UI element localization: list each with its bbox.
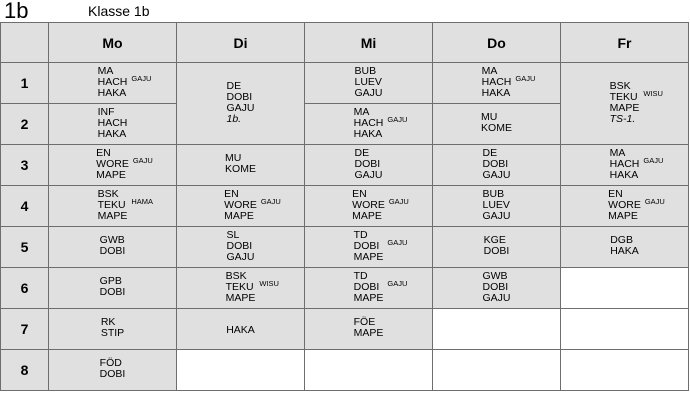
lesson-line: GAJU bbox=[482, 291, 511, 304]
lesson-entry bbox=[482, 271, 510, 304]
lesson-line: GAJU bbox=[482, 209, 511, 222]
lesson-entry bbox=[226, 81, 254, 125]
lesson-line: WORE bbox=[608, 198, 641, 211]
lesson-line: TS-1. bbox=[609, 112, 636, 125]
lesson-cell-do-5 bbox=[433, 227, 561, 268]
lesson-cell-di-6 bbox=[177, 268, 305, 309]
subject-code: INF bbox=[97, 105, 115, 118]
lesson-cell-fr-3 bbox=[561, 145, 689, 186]
lesson-line: DOBI bbox=[99, 368, 126, 380]
lesson-line: DOBI bbox=[353, 239, 380, 252]
lesson-line: WORE bbox=[96, 157, 129, 170]
lesson-entry bbox=[226, 325, 255, 336]
lesson-entry bbox=[354, 66, 382, 99]
teacher-code: GAJU bbox=[388, 196, 409, 206]
lesson-entry bbox=[482, 189, 510, 222]
lesson-entry bbox=[97, 64, 152, 99]
subject-code: GWB bbox=[99, 234, 125, 246]
lesson-entry bbox=[609, 79, 663, 125]
class-label: Klasse 1b bbox=[88, 3, 150, 19]
lesson-line: TEKU bbox=[97, 198, 126, 211]
lesson-line: MAPE bbox=[353, 291, 384, 304]
empty-cell-di-8 bbox=[177, 350, 305, 391]
subject-code: DE bbox=[482, 146, 498, 159]
lesson-cell-do-3 bbox=[433, 145, 561, 186]
subject-code: MA bbox=[481, 64, 498, 77]
lesson-entry bbox=[226, 230, 254, 263]
empty-cell-fr-8 bbox=[561, 350, 689, 391]
class-id: 1b bbox=[4, 0, 29, 23]
teacher-code: GAJU bbox=[387, 237, 408, 247]
period-number: 1 bbox=[1, 63, 49, 104]
subject-code: KGE bbox=[483, 234, 506, 246]
lesson-entry bbox=[352, 187, 409, 222]
lesson-cell-mi-6 bbox=[305, 268, 433, 309]
lesson-cell-fr-5 bbox=[561, 227, 689, 268]
lesson-line: MAPE bbox=[353, 250, 384, 263]
lesson-cell-do-2 bbox=[433, 104, 561, 145]
lesson-line: TEKU bbox=[609, 90, 638, 103]
lesson-line: MAPE bbox=[609, 101, 640, 114]
period-row-4 bbox=[1, 186, 689, 227]
lesson-cell-do-6 bbox=[433, 268, 561, 309]
period-row-7 bbox=[1, 309, 689, 350]
lesson-entry bbox=[96, 146, 153, 181]
lesson-cell-mo-6 bbox=[49, 268, 177, 309]
lesson-line: GAJU bbox=[354, 168, 383, 181]
lesson-cell-di-5 bbox=[177, 227, 305, 268]
lesson-line: HACH bbox=[609, 157, 640, 170]
lesson-entry bbox=[481, 64, 536, 99]
day-header-fr: Fr bbox=[561, 23, 689, 63]
subject-code: EN bbox=[224, 187, 239, 200]
lesson-cell-mo-1 bbox=[49, 63, 177, 104]
lesson-line: MAPE bbox=[353, 327, 384, 339]
lesson-cell-mo-4 bbox=[49, 186, 177, 227]
lesson-line: GAJU bbox=[226, 250, 255, 263]
period-number: 2 bbox=[1, 104, 49, 145]
lesson-line: MAPE bbox=[96, 168, 126, 181]
lesson-cell-di-1-2 bbox=[177, 63, 305, 145]
subject-code: MA bbox=[353, 105, 370, 118]
lesson-cell-mo-8 bbox=[49, 350, 177, 391]
teacher-code: GAJU bbox=[643, 155, 664, 165]
period-number: 5 bbox=[1, 227, 49, 268]
lesson-line: LUEV bbox=[482, 198, 510, 211]
subject-code: DGB bbox=[610, 234, 633, 246]
lesson-cell-fr-4 bbox=[561, 186, 689, 227]
period-row-8 bbox=[1, 350, 689, 391]
lesson-line: WORE bbox=[224, 198, 257, 211]
lesson-cell-mo-7 bbox=[49, 309, 177, 350]
lesson-entry bbox=[610, 235, 639, 257]
lesson-line: DOBI bbox=[482, 280, 509, 293]
lesson-line: MAPE bbox=[97, 209, 128, 222]
day-header-mo: Mo bbox=[49, 23, 177, 63]
teacher-code: WISU bbox=[259, 278, 279, 288]
lesson-line: GAJU bbox=[482, 168, 511, 181]
lesson-line: KOME bbox=[225, 163, 256, 175]
lesson-line: DOBI bbox=[226, 239, 253, 252]
lesson-line: HAKA bbox=[97, 127, 127, 140]
lesson-cell-mi-7 bbox=[305, 309, 433, 350]
day-header-do: Do bbox=[433, 23, 561, 63]
subject-code: BUB bbox=[354, 64, 377, 77]
lesson-line: HAKA bbox=[481, 86, 511, 99]
teacher-code: GAJU bbox=[131, 73, 152, 83]
lesson-cell-di-4 bbox=[177, 186, 305, 227]
teacher-code: HAMA bbox=[131, 196, 154, 206]
period-row-5 bbox=[1, 227, 689, 268]
subject-code: BSK bbox=[97, 187, 119, 200]
subject-code: EN bbox=[352, 187, 367, 200]
teacher-code: GAJU bbox=[387, 114, 408, 124]
lesson-line: LUEV bbox=[354, 75, 382, 88]
lesson-line: HACH bbox=[353, 116, 384, 129]
period-number: 6 bbox=[1, 268, 49, 309]
lesson-line: HAKA bbox=[610, 245, 639, 257]
lesson-line: DOBI bbox=[99, 245, 126, 257]
subject-code: DE bbox=[354, 146, 370, 159]
lesson-entry bbox=[353, 269, 408, 304]
corner-cell bbox=[1, 23, 49, 63]
teacher-code: GAJU bbox=[132, 155, 153, 165]
subject-code: GWB bbox=[482, 269, 508, 282]
empty-cell-mi-8 bbox=[305, 350, 433, 391]
lesson-cell-mi-5 bbox=[305, 227, 433, 268]
timetable bbox=[0, 22, 689, 391]
period-number: 8 bbox=[1, 350, 49, 391]
lesson-entry bbox=[98, 107, 128, 140]
subject-code: MA bbox=[609, 146, 626, 159]
lesson-line: HAKA bbox=[97, 86, 127, 99]
subject-code: MU bbox=[225, 152, 242, 164]
lesson-line: HACH bbox=[97, 116, 128, 129]
lesson-entry bbox=[100, 276, 126, 298]
teacher-code: GAJU bbox=[260, 196, 281, 206]
teacher-code: GAJU bbox=[387, 278, 408, 288]
teacher-code: GAJU bbox=[644, 196, 665, 206]
lesson-cell-mo-5 bbox=[49, 227, 177, 268]
lesson-entry bbox=[484, 235, 510, 257]
lesson-line: WORE bbox=[352, 198, 385, 211]
subject-code: RK bbox=[100, 316, 116, 328]
period-row-1 bbox=[1, 63, 689, 104]
subject-code: MU bbox=[481, 111, 498, 123]
subject-code: FÖE bbox=[353, 316, 376, 328]
subject-code: TD bbox=[353, 228, 368, 241]
lesson-cell-mi-2 bbox=[305, 104, 433, 145]
lesson-entry bbox=[482, 148, 510, 181]
lesson-entry bbox=[354, 317, 384, 339]
teacher-code: GAJU bbox=[515, 73, 536, 83]
lesson-line: DOBI bbox=[226, 90, 253, 103]
lesson-entry bbox=[101, 317, 124, 339]
lesson-entry bbox=[353, 105, 408, 140]
subject-code: BUB bbox=[482, 187, 505, 200]
subject-code: TD bbox=[353, 269, 368, 282]
lesson-line: DOBI bbox=[482, 157, 509, 170]
lesson-cell-di-7 bbox=[177, 309, 305, 350]
lesson-line: DOBI bbox=[99, 286, 126, 298]
subject-code: BSK bbox=[609, 79, 631, 92]
lesson-line: DOBI bbox=[483, 245, 510, 257]
day-header-di: Di bbox=[177, 23, 305, 63]
subject-code: EN bbox=[608, 187, 623, 200]
day-header-mi: Mi bbox=[305, 23, 433, 63]
lesson-line: DOBI bbox=[354, 157, 381, 170]
lesson-entry bbox=[609, 146, 664, 181]
lesson-line: HAKA bbox=[609, 168, 639, 181]
lesson-line: STIP bbox=[100, 327, 125, 339]
lesson-line: MAPE bbox=[608, 209, 638, 222]
period-number: 7 bbox=[1, 309, 49, 350]
subject-code: GPB bbox=[99, 275, 122, 287]
lesson-entry bbox=[354, 148, 382, 181]
subject-code: MA bbox=[97, 64, 114, 77]
lesson-entry bbox=[481, 112, 512, 134]
lesson-line: GAJU bbox=[354, 86, 383, 99]
subject-code: BSK bbox=[225, 269, 247, 282]
subject-code: DE bbox=[226, 79, 242, 92]
lesson-cell-mi-1 bbox=[305, 63, 433, 104]
lesson-line: MAPE bbox=[352, 209, 382, 222]
period-number: 3 bbox=[1, 145, 49, 186]
lesson-line: GAJU bbox=[226, 101, 255, 114]
lesson-cell-mi-4 bbox=[305, 186, 433, 227]
day-header-row bbox=[1, 23, 689, 63]
lesson-cell-mo-3 bbox=[49, 145, 177, 186]
lesson-line: 1b. bbox=[226, 112, 242, 125]
lesson-line: KOME bbox=[481, 122, 512, 134]
lesson-entry bbox=[225, 153, 256, 175]
lesson-entry bbox=[97, 187, 154, 222]
lesson-entry bbox=[100, 235, 126, 257]
lesson-line: MAPE bbox=[225, 291, 256, 304]
lesson-line: DOBI bbox=[353, 280, 380, 293]
empty-cell-do-7 bbox=[433, 309, 561, 350]
lesson-entry bbox=[100, 358, 126, 380]
lesson-entry bbox=[608, 187, 665, 222]
lesson-cell-di-3 bbox=[177, 145, 305, 186]
lesson-line: MAPE bbox=[224, 209, 254, 222]
lesson-entry bbox=[225, 269, 279, 304]
subject-code: SL bbox=[226, 228, 240, 241]
lesson-cell-mo-2 bbox=[49, 104, 177, 145]
lesson-line: HAKA bbox=[353, 127, 383, 140]
lesson-entry bbox=[353, 228, 408, 263]
period-row-3 bbox=[1, 145, 689, 186]
lesson-cell-mi-3 bbox=[305, 145, 433, 186]
lesson-cell-do-4 bbox=[433, 186, 561, 227]
teacher-code: WISU bbox=[643, 88, 663, 98]
subject-code: HAKA bbox=[226, 324, 255, 336]
period-number: 4 bbox=[1, 186, 49, 227]
subject-code: EN bbox=[96, 146, 111, 159]
period-row-6 bbox=[1, 268, 689, 309]
lesson-cell-fr-1-2 bbox=[561, 63, 689, 145]
lesson-line: TEKU bbox=[225, 280, 254, 293]
lesson-line: HACH bbox=[97, 75, 128, 88]
subject-code: FÖD bbox=[99, 357, 122, 369]
lesson-line: HACH bbox=[481, 75, 512, 88]
empty-cell-fr-7 bbox=[561, 309, 689, 350]
lesson-cell-do-1 bbox=[433, 63, 561, 104]
empty-cell-fr-6 bbox=[561, 268, 689, 309]
empty-cell-do-8 bbox=[433, 350, 561, 391]
lesson-entry bbox=[224, 187, 281, 222]
